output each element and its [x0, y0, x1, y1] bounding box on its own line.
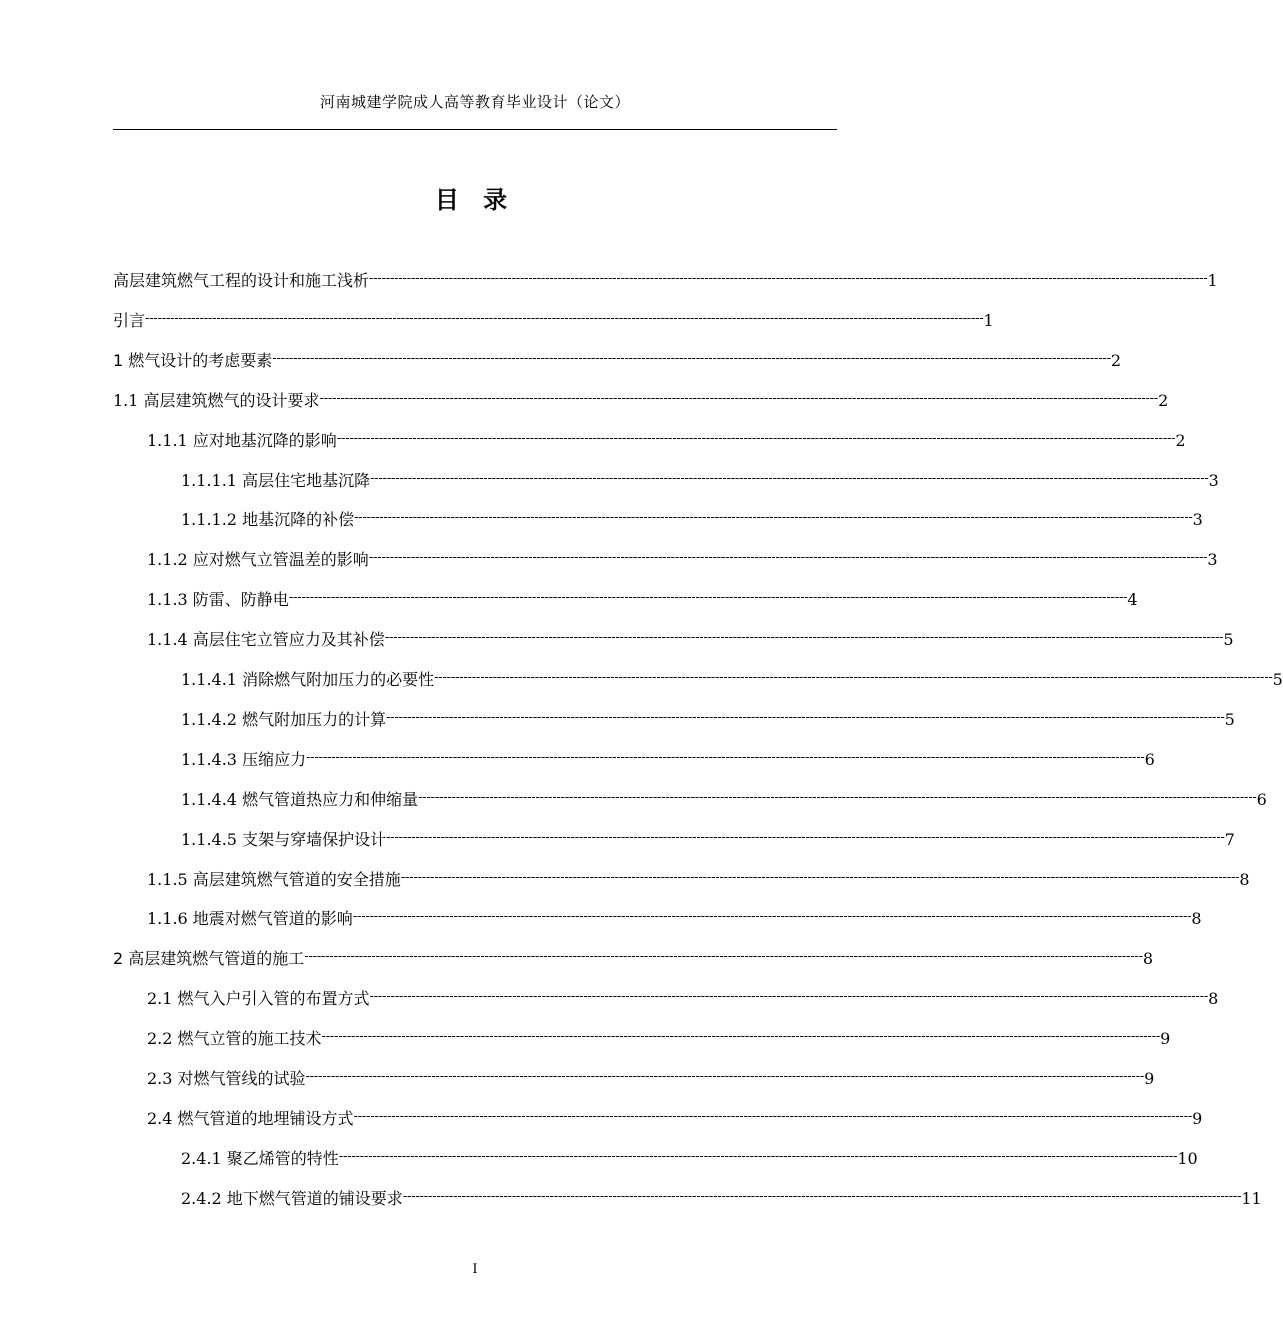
toc-entry-page: 1 [983, 311, 994, 330]
toc-entry-label: 1.1.6 地震对燃气管道的影响 [147, 909, 353, 928]
toc-entry[interactable] [147, 1100, 1203, 1130]
toc-entry-page: 7 [1224, 830, 1235, 849]
toc-entry-page: 11 [1241, 1189, 1262, 1208]
toc-entry-label: 1.1.4.4 燃气管道热应力和伸缩量 [181, 790, 419, 809]
toc-entry-label: 1 燃气设计的考虑要素 [113, 351, 273, 370]
toc-leader: -------------------------------------------------------------------------------------------------------------------------------------------------------------------------------------------------------- [354, 510, 1193, 525]
toc-entry-page: 9 [1160, 1029, 1171, 1048]
toc-entry-label: 2 高层建筑燃气管道的施工 [113, 949, 305, 968]
toc-entry-page: 3 [1192, 510, 1203, 529]
toc-entry-label: 1.1.4.1 消除燃气附加压力的必要性 [181, 670, 435, 689]
toc-entry[interactable] [147, 861, 1250, 891]
toc-entry-label: 2.1 燃气入户引入管的布置方式 [147, 989, 370, 1008]
toc-entry-label: 2.4.1 聚乙烯管的特性 [181, 1149, 339, 1168]
toc-leader: -------------------------------------------------------------------------------------------------------------------------------------------------------------------------------------------------------- [384, 630, 1224, 645]
toc-entry[interactable] [147, 1020, 1171, 1050]
toc-entry-label: 2.2 燃气立管的施工技术 [147, 1029, 322, 1048]
toc-entry[interactable] [113, 382, 1169, 412]
toc-entry-label: 1.1.4 高层住宅立管应力及其补偿 [147, 630, 385, 649]
page-number: I [472, 1262, 478, 1277]
toc-entry-page: 8 [1239, 870, 1250, 889]
toc-entry-label: 2.3 对燃气管线的试验 [147, 1069, 306, 1088]
toc-entry-page: 5 [1224, 710, 1235, 729]
toc-leader: -------------------------------------------------------------------------------------------------------------------------------------------------------------------------------------------------------- [145, 311, 984, 326]
toc-entry[interactable] [181, 1180, 1262, 1210]
toc-leader: -------------------------------------------------------------------------------------------------------------------------------------------------------------------------------------------------------- [353, 1109, 1193, 1124]
toc-entry[interactable] [181, 741, 1155, 771]
toc-entry-page: 9 [1192, 1109, 1203, 1128]
header-divider [113, 129, 837, 130]
toc-entry[interactable] [181, 661, 1283, 691]
toc-entry-label: 1.1.5 高层建筑燃气管道的安全措施 [147, 870, 401, 889]
toc-leader: -------------------------------------------------------------------------------------------------------------------------------------------------------------------------------------------------------- [272, 351, 1111, 366]
toc-entry-page: 10 [1177, 1149, 1198, 1168]
toc-entry[interactable] [147, 900, 1202, 930]
toc-leader: -------------------------------------------------------------------------------------------------------------------------------------------------------------------------------------------------------- [418, 790, 1257, 805]
toc-entry-label: 1.1.2 应对燃气立管温差的影响 [147, 550, 369, 569]
toc-entry-label: 2.4.2 地下燃气管道的铺设要求 [181, 1189, 403, 1208]
toc-entry-label: 1.1 高层建筑燃气的设计要求 [113, 391, 320, 410]
toc-leader: -------------------------------------------------------------------------------------------------------------------------------------------------------------------------------------------------------- [369, 271, 1208, 286]
toc-leader: -------------------------------------------------------------------------------------------------------------------------------------------------------------------------------------------------------- [338, 1149, 1178, 1164]
toc-entry[interactable] [181, 1140, 1198, 1170]
toc-leader: -------------------------------------------------------------------------------------------------------------------------------------------------------------------------------------------------------- [402, 1189, 1242, 1204]
toc-entry[interactable] [181, 462, 1219, 492]
toc-entry-page: 2 [1110, 351, 1121, 370]
toc-entry-page: 4 [1127, 590, 1138, 609]
toc-leader: -------------------------------------------------------------------------------------------------------------------------------------------------------------------------------------------------------- [352, 909, 1192, 924]
toc-leader: -------------------------------------------------------------------------------------------------------------------------------------------------------------------------------------------------------- [386, 710, 1225, 725]
toc-entry[interactable] [147, 541, 1218, 571]
toc-entry-label: 1.1.1 应对地基沉降的影响 [147, 431, 337, 450]
toc-entry[interactable] [147, 980, 1219, 1010]
toc-entry-page: 8 [1191, 909, 1202, 928]
toc-entry-page: 6 [1256, 790, 1267, 809]
toc-entry-label: 1.1.4.3 压缩应力 [181, 750, 307, 769]
toc-entry[interactable] [181, 821, 1235, 851]
toc-leader: -------------------------------------------------------------------------------------------------------------------------------------------------------------------------------------------------------- [386, 830, 1225, 845]
toc-entry-page: 3 [1208, 471, 1219, 490]
toc-entry[interactable] [147, 1060, 1155, 1090]
toc-entry-label: 1.1.1.1 高层住宅地基沉降 [181, 471, 371, 490]
toc-entry[interactable] [113, 262, 1218, 292]
toc-leader: -------------------------------------------------------------------------------------------------------------------------------------------------------------------------------------------------------- [369, 989, 1209, 1004]
toc-entry[interactable] [113, 342, 1121, 372]
toc-entry[interactable] [181, 501, 1203, 531]
toc-entry[interactable] [147, 581, 1138, 611]
toc-entry-page: 3 [1207, 550, 1218, 569]
toc-entry[interactable] [113, 302, 994, 332]
toc-leader: -------------------------------------------------------------------------------------------------------------------------------------------------------------------------------------------------------- [288, 590, 1128, 605]
toc-leader: -------------------------------------------------------------------------------------------------------------------------------------------------------------------------------------------------------- [306, 750, 1145, 765]
toc-entry-label: 1.1.4.5 支架与穿墙保护设计 [181, 830, 387, 849]
toc-leader: -------------------------------------------------------------------------------------------------------------------------------------------------------------------------------------------------------- [321, 1029, 1161, 1044]
toc-entry-label: 1.1.3 防雷、防静电 [147, 590, 289, 609]
toc-entry-label: 引言 [113, 311, 146, 330]
toc-entry-label: 1.1.4.2 燃气附加压力的计算 [181, 710, 387, 729]
toc-title: 目 录 [434, 186, 516, 214]
toc-leader: -------------------------------------------------------------------------------------------------------------------------------------------------------------------------------------------------------- [368, 550, 1208, 565]
toc-leader: -------------------------------------------------------------------------------------------------------------------------------------------------------------------------------------------------------- [400, 870, 1240, 885]
toc-entry-page: 8 [1142, 949, 1153, 968]
toc-entry-page: 6 [1144, 750, 1155, 769]
toc-entry[interactable] [147, 422, 1186, 452]
toc-entry-page: 8 [1208, 989, 1219, 1008]
page-header: 河南城建学院成人高等教育毕业设计（论文） [319, 93, 630, 111]
toc-leader: -------------------------------------------------------------------------------------------------------------------------------------------------------------------------------------------------------- [434, 670, 1273, 685]
toc-entry-page: 5 [1223, 630, 1234, 649]
toc-leader: -------------------------------------------------------------------------------------------------------------------------------------------------------------------------------------------------------- [319, 391, 1159, 406]
toc-entry-page: 1 [1207, 271, 1218, 290]
toc-entry-label: 2.4 燃气管道的地埋铺设方式 [147, 1109, 354, 1128]
toc-entry-page: 9 [1144, 1069, 1155, 1088]
toc-entry-label: 高层建筑燃气工程的设计和施工浅析 [113, 271, 370, 290]
toc-leader: -------------------------------------------------------------------------------------------------------------------------------------------------------------------------------------------------------- [370, 471, 1209, 486]
toc-entry-page: 5 [1272, 670, 1283, 689]
toc-entry-label: 1.1.1.2 地基沉降的补偿 [181, 510, 355, 529]
toc-entry-page: 2 [1158, 391, 1169, 410]
toc-entry[interactable] [181, 701, 1235, 731]
toc-entry-page: 2 [1175, 431, 1186, 450]
toc-leader: -------------------------------------------------------------------------------------------------------------------------------------------------------------------------------------------------------- [305, 1069, 1145, 1084]
toc-entry[interactable] [147, 621, 1234, 651]
toc-entry[interactable] [181, 781, 1267, 811]
toc-leader: -------------------------------------------------------------------------------------------------------------------------------------------------------------------------------------------------------- [336, 431, 1176, 446]
toc-leader: -------------------------------------------------------------------------------------------------------------------------------------------------------------------------------------------------------- [304, 949, 1143, 964]
toc-entry[interactable] [113, 940, 1153, 970]
